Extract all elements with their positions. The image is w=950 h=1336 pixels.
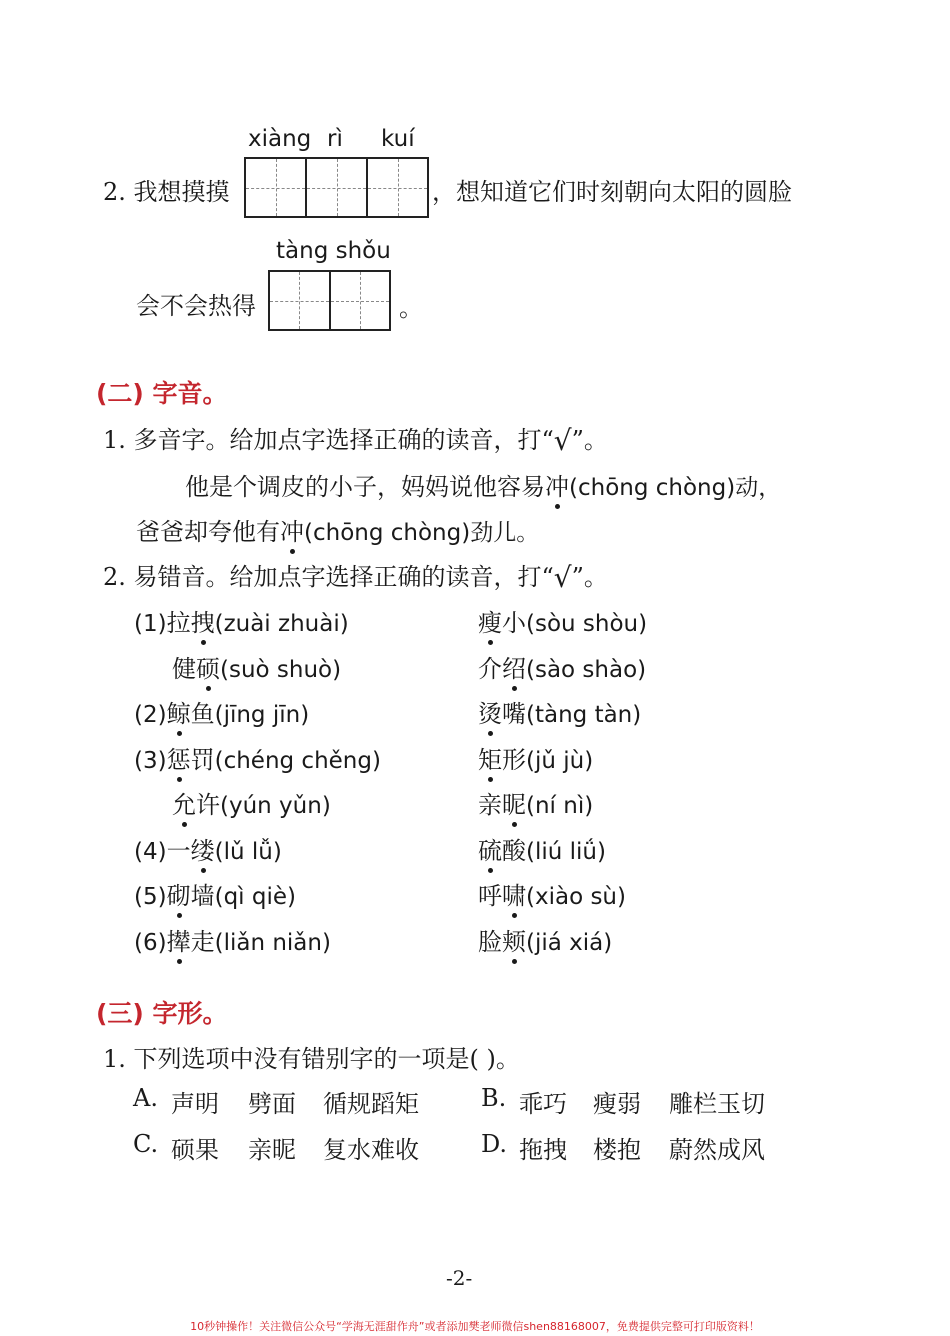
- option-word: 乖巧: [519, 1090, 567, 1118]
- pinyin-choices: (xiào sù): [526, 884, 626, 910]
- item-right: [478, 694, 641, 729]
- item-left: [134, 694, 309, 729]
- s2-q1-line2: [136, 512, 539, 547]
- dotted-char: 允: [172, 785, 196, 820]
- pinyin-kui: kuí: [381, 126, 415, 152]
- pinyin-choices: (zuài zhuài): [214, 611, 349, 637]
- option-word: 雕栏玉切: [669, 1090, 765, 1118]
- pinyin-choices: (suò shuò): [220, 657, 342, 683]
- dotted-char: 冲: [280, 512, 304, 547]
- option-word: 拖拽: [519, 1136, 567, 1164]
- option-word: 循规蹈矩: [323, 1090, 419, 1118]
- item-right: [478, 649, 646, 684]
- pinyin-choices: (lǔ lǚ): [214, 839, 282, 865]
- item-left: [134, 740, 381, 775]
- dotted-char: 矩: [478, 740, 502, 775]
- word-char: 亲: [478, 791, 502, 819]
- pinyin-choices: (sòu shòu): [526, 611, 648, 637]
- pinyin-choices: (sào shào): [526, 657, 647, 683]
- grid-cell: [331, 272, 390, 329]
- option-label: D.: [481, 1130, 508, 1158]
- s2-q1-title: [103, 420, 608, 457]
- pinyin-choices: (liú liǘ): [526, 839, 606, 865]
- s2-q2-title-text: 2. 易错音。给加点字选择正确的读音，打“: [103, 563, 554, 591]
- item-right: [478, 922, 612, 957]
- word-char: 嘴: [502, 700, 526, 728]
- word-char: 呼: [478, 882, 502, 910]
- answer-grid-xiangrikui[interactable]: [244, 157, 429, 218]
- q2-line2-before: 会不会热得: [136, 292, 256, 320]
- s3-q1-title: 1. 下列选项中没有错别字的一项是( )。: [103, 1045, 520, 1073]
- item-number: (2): [134, 702, 167, 728]
- pinyin-choices: (tàng tàn): [526, 702, 642, 728]
- option-word: 劈面: [248, 1090, 296, 1118]
- item-number: (6): [134, 930, 167, 956]
- option-word: 硕果: [171, 1136, 219, 1164]
- word-char: 许: [196, 791, 220, 819]
- dotted-char: 昵: [502, 785, 526, 820]
- s2-q1-l2-pinyin: (chōng chòng)劲儿。: [304, 520, 540, 546]
- item-right: [478, 603, 647, 638]
- dotted-char: 拽: [191, 603, 215, 638]
- grid-cell: [368, 159, 427, 216]
- q2-text-after: ，想知道它们时刻朝向太阳的圆脸: [432, 178, 792, 206]
- word-char: 健: [172, 655, 196, 683]
- option-label: A.: [133, 1084, 158, 1112]
- dotted-char: 啸: [502, 876, 526, 911]
- s2-q2-title: [103, 557, 608, 594]
- section-2-heading: (二) 字音。: [96, 379, 228, 408]
- page-number: -2-: [446, 1266, 473, 1290]
- item-number: (4): [134, 839, 167, 865]
- dotted-char: 冲: [545, 467, 569, 502]
- pinyin-choices: (liǎn niǎn): [214, 930, 331, 956]
- pinyin-xiang: xiàng: [248, 126, 312, 152]
- s2-q1-l2-text: 爸爸却夸他有: [136, 518, 280, 546]
- dotted-char: 颊: [502, 922, 526, 957]
- s2-q1-title-close: ”。: [571, 426, 608, 454]
- word-char: 介: [478, 655, 502, 683]
- word-char: 墙: [190, 882, 215, 910]
- item-left: [134, 603, 349, 638]
- grid-cell: [270, 272, 331, 329]
- item-right: [478, 785, 593, 820]
- item-left: [134, 876, 296, 911]
- option-b[interactable]: [481, 1084, 801, 1116]
- option-d[interactable]: [481, 1130, 801, 1162]
- dotted-char: 烫: [478, 694, 502, 729]
- word-char: 罚: [190, 746, 215, 774]
- dotted-char: 鲸: [167, 694, 191, 729]
- s2-q1-l1-pinyin: (chōng chòng)动，: [569, 475, 782, 501]
- word-char: 拉: [166, 609, 191, 637]
- pinyin-choices: (yún yǔn): [220, 793, 331, 819]
- item-right: [478, 876, 626, 911]
- checkmark-symbol: √: [553, 424, 572, 457]
- word-char: 小: [502, 609, 526, 637]
- item-right: [478, 831, 606, 866]
- option-label: B.: [481, 1084, 507, 1112]
- option-word: 楼抱: [593, 1136, 641, 1164]
- option-word: 亲昵: [248, 1136, 296, 1164]
- item-number: (1): [134, 611, 167, 637]
- option-word: 声明: [171, 1090, 219, 1118]
- option-label: C.: [133, 1130, 159, 1158]
- item-left: [134, 649, 341, 684]
- dotted-char: 撵: [167, 922, 191, 957]
- option-a[interactable]: [133, 1084, 453, 1116]
- word-char: 鱼: [190, 700, 215, 728]
- q2-text-before: 2. 我想摸摸: [103, 178, 230, 206]
- item-left: [134, 922, 331, 957]
- pinyin-choices: (qì qiè): [214, 884, 296, 910]
- pinyin-choices: (chéng chěng): [214, 748, 381, 774]
- s2-q1-l1-text: 他是个调皮的小子，妈妈说他容易: [185, 473, 545, 501]
- pinyin-choices: (jīng jīn): [214, 702, 310, 728]
- option-word: 瘦弱: [593, 1090, 641, 1118]
- dotted-char: 硫: [478, 831, 502, 866]
- s2-q1-title-text: 1. 多音字。给加点字选择正确的读音，打“: [103, 426, 554, 454]
- word-char: 形: [502, 746, 526, 774]
- option-word: 蔚然成风: [669, 1136, 765, 1164]
- item-left: [134, 785, 331, 820]
- q2-line2-after: 。: [399, 294, 423, 322]
- grid-cell: [246, 159, 307, 216]
- item-number: (3): [134, 748, 167, 774]
- pinyin-tangshou: tàng shǒu: [276, 238, 391, 264]
- pinyin-choices: (jǔ jù): [526, 748, 594, 774]
- option-word: 复水难收: [323, 1136, 419, 1164]
- word-char: 一: [166, 837, 191, 865]
- pinyin-choices: (ní nì): [526, 793, 594, 819]
- checkmark-symbol: √: [553, 561, 572, 594]
- word-char: 脸: [478, 928, 502, 956]
- item-left: [134, 831, 282, 866]
- word-char: 酸: [502, 837, 526, 865]
- dotted-char: 惩: [167, 740, 191, 775]
- s2-q2-title-close: ”。: [571, 563, 608, 591]
- section-3-heading: (三) 字形。: [96, 999, 228, 1028]
- dotted-char: 绍: [502, 649, 526, 684]
- word-char: 走: [190, 928, 215, 956]
- grid-cell: [307, 159, 368, 216]
- answer-grid-tangshou[interactable]: [268, 270, 391, 331]
- option-c[interactable]: [133, 1130, 453, 1162]
- s2-q1-line1: [185, 467, 781, 502]
- dotted-char: 瘦: [478, 603, 502, 638]
- footer-notice: 10秒钟操作！关注微信公众号“学海无涯甜作舟”或者添加樊老师微信shen88168007，免费提供完整可打印版资料！: [190, 1320, 760, 1333]
- dotted-char: 缕: [191, 831, 215, 866]
- dotted-char: 硕: [196, 649, 220, 684]
- item-number: (5): [134, 884, 167, 910]
- item-right: [478, 740, 593, 775]
- pinyin-choices: (jiá xiá): [526, 930, 613, 956]
- dotted-char: 砌: [167, 876, 191, 911]
- pinyin-ri: rì: [327, 126, 343, 152]
